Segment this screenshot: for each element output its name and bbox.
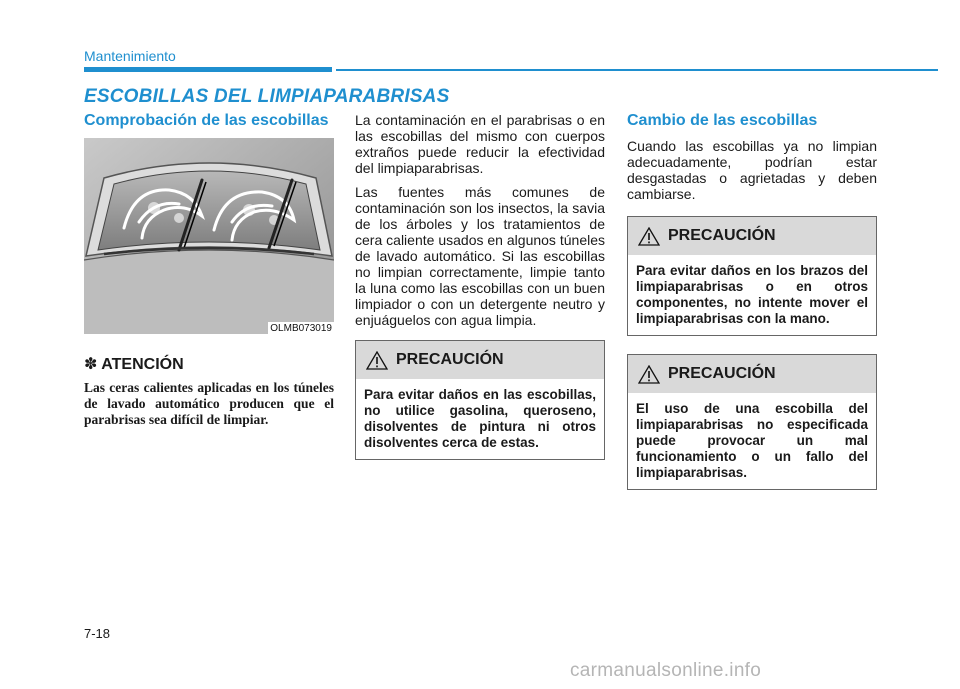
warning-triangle-icon xyxy=(638,365,660,384)
warning-triangle-icon xyxy=(366,351,388,370)
atencion-title xyxy=(84,354,334,374)
column-1 xyxy=(84,112,334,428)
caution-title: PRECAUCIÓN xyxy=(668,227,776,244)
replacement-paragraph: Cuando las escobillas ya no limpian adecuadamente, podrían estar desgastadas o agrietadas y deben cambiarse. xyxy=(627,138,877,202)
header-rule-thin xyxy=(336,69,938,71)
caution-header xyxy=(628,355,876,393)
page-heading: ESCOBILLAS DEL LIMPIAPARABRISAS xyxy=(84,86,450,107)
atencion-label: ATENCIÓN xyxy=(101,356,184,373)
caution-header xyxy=(356,341,604,379)
watermark: carmanualsonline.info xyxy=(570,660,762,681)
header-rule-thick xyxy=(84,67,332,72)
atencion-body: Las ceras calientes aplicadas en los túneles de lavado automático producen que el parabrisas sea difícil de limpiar. xyxy=(84,380,334,427)
atencion-asterisk-icon: ✽ xyxy=(84,356,98,373)
figure-code: OLMB073019 xyxy=(270,323,332,334)
caution-box-blade-spec xyxy=(627,354,877,490)
wiper-figure xyxy=(84,138,334,334)
column-2 xyxy=(355,112,605,460)
caution-body: Para evitar daños en las escobillas, no utilice gasolina, queroseno, disolventes de pintura ni otros disolventes cerca de estas. xyxy=(364,387,596,450)
caution-box-solvents xyxy=(355,340,605,460)
windshield-wiper-illustration xyxy=(84,138,334,334)
page-number: 7-18 xyxy=(84,626,111,641)
sources-paragraph: Las fuentes más comunes de contaminación son los insectos, la savia de los árboles y los tratamientos de cera caliente usados en algunos túneles de lavado automático. Si las escobillas no limpian correctamente, limpie tanto la luna como las escobillas con un buen limpiador o con un detergente neutro y enjuáguelos con agua limpia. xyxy=(355,184,605,328)
contamination-paragraph: La contaminación en el parabrisas o en las escobillas del mismo con cuerpos extraños puede reducir la efectividad del limpiaparabrisas. xyxy=(355,112,605,176)
caution-body: El uso de una escobilla del limpiaparabrisas no especificada puede provocar un mal funcionamiento o un fallo del limpiaparabrisas. xyxy=(636,401,868,480)
caution-body: Para evitar daños en los brazos del limpiaparabrisas o en otros componentes, no intente mover el limpiaparabrisas con la mano. xyxy=(636,263,868,326)
caution-box-arms xyxy=(627,216,877,336)
caution-header xyxy=(628,217,876,255)
column-3 xyxy=(627,112,877,490)
replacement-heading: Cambio de las escobillas xyxy=(627,112,818,129)
caution-title: PRECAUCIÓN xyxy=(396,351,504,368)
section-label: Mantenimiento xyxy=(84,48,176,64)
caution-title: PRECAUCIÓN xyxy=(668,365,776,382)
warning-triangle-icon xyxy=(638,227,660,246)
inspection-heading: Comprobación de las escobillas xyxy=(84,112,329,129)
